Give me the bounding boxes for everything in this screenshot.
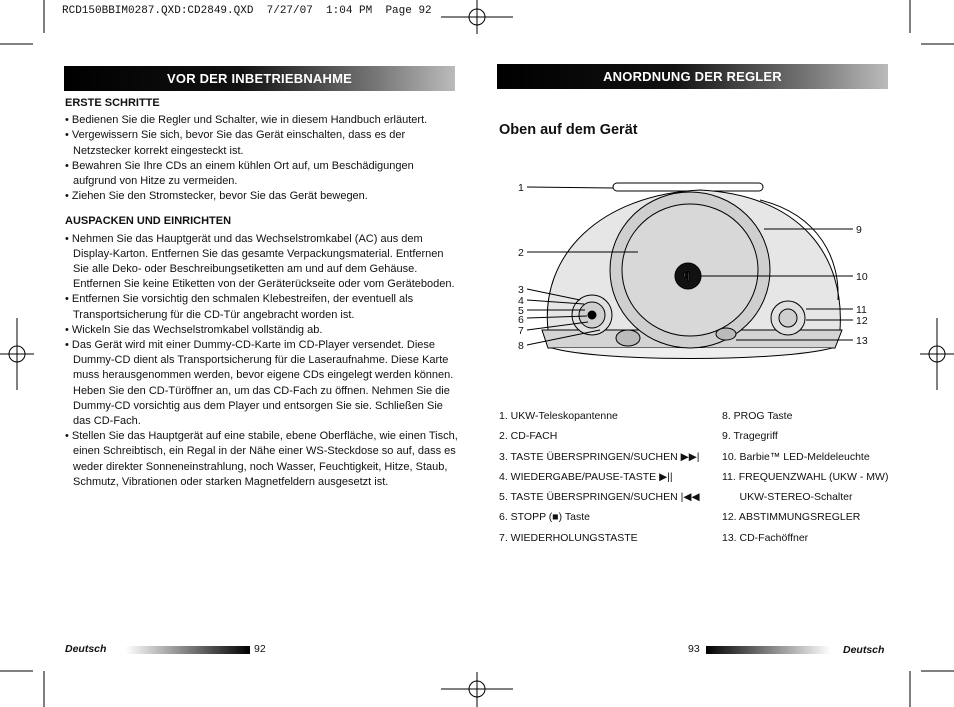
print-slug: RCD150BBIM0287.QXD:CD2849.QXD 7/27/07 1:04 PM Page 92 [62, 5, 432, 17]
legend-item: 10. Barbie™ LED-Meldeleuchte [722, 450, 870, 463]
page-number-left: 92 [254, 643, 266, 655]
callout-10: 10 [856, 271, 868, 283]
footer-bar-right [706, 646, 831, 654]
legend-item: 5. TASTE ÜBERSPRINGEN/SUCHEN |◀◀ [499, 491, 700, 504]
list-item: • Entfernen Sie vorsichtig den schmalen Klebestreifen, der eventuell als Transportsicherung für die CD-Tür angebracht worden ist. [65, 293, 414, 321]
footer-language-left: Deutsch [65, 643, 107, 655]
callout-3: 3 [518, 284, 524, 296]
legend-item: 7. WIEDERHOLUNGSTASTE [499, 531, 638, 544]
list-item: • Das Gerät wird mit einer Dummy-CD-Karte im CD-Player versendet. Diese Dummy-CD dient als Transportsicherung für die Laseraufnahme. Diese Karte muss herausgenommen werden, bevor eigene CDs eingelegt werden können. Heben Sie den CD-Türöffner an, um das CD-Fach zu öffnen. Nehmen Sie die Dummy-CD vorsichtig aus dem Player und entsorgen Sie sie. Schließen Sie das CD-Fach. [65, 339, 454, 428]
diagram-title: Oben auf dem Gerät [499, 122, 638, 138]
list-item: • Bedienen Sie die Regler und Schalter, wie in diesem Handbuch erläutert. [65, 114, 428, 127]
cd-opener-shape [716, 328, 736, 340]
callout-12: 12 [856, 315, 868, 327]
section-title-auspacken: AUSPACKEN UND EINRICHTEN [65, 215, 232, 228]
callout-8: 8 [518, 340, 524, 352]
footer-language-right: Deutsch [843, 644, 885, 656]
footer-bar-left [125, 646, 250, 654]
legend-item: 1. UKW-Teleskopantenne [499, 410, 618, 422]
section-title-erste-schritte: ERSTE SCHRITTE [65, 97, 160, 109]
skip-back-icon: |◀◀ [680, 491, 700, 504]
svg-text:ꟼ: ꟼ [683, 270, 691, 284]
legend-item: 12. ABSTIMMUNGSREGLER [722, 511, 861, 524]
legend-item: 8. PROG Taste [722, 410, 793, 422]
legend-item: 9. Tragegriff [722, 430, 778, 443]
legend-item: UKW-STEREO-Schalter [722, 491, 853, 504]
list-item: • Vergewissern Sie sich, bevor Sie das Gerät einschalten, dass es der Netzstecker korrekt eingesteckt ist. [65, 129, 406, 157]
callout-9: 9 [856, 224, 862, 236]
legend-item: 2. CD-FACH [499, 430, 558, 443]
callout-1: 1 [518, 182, 524, 194]
section-header-left: VOR DER INBETRIEBNAHME [64, 66, 455, 91]
list-item: • Nehmen Sie das Hauptgerät und das Wechselstromkabel (AC) aus dem Display-Karton. Entfernen Sie das gesamte Verpackungsmaterial. Entfernen Sie alle Deko- oder Beschreibungsetiketten am und auf dem Gehäuse. Entfernen Sie keine Etiketten von der Geräterückseite oder vom Geräteboden. [65, 232, 455, 291]
legend-left [499, 406, 719, 548]
list-item: • Bewahren Sie Ihre CDs an einem kühlen Ort auf, um Beschädigungen aufgrund von Hitze zu vermeiden. [65, 159, 414, 188]
callout-2: 2 [518, 247, 524, 259]
legend-item: 3. TASTE ÜBERSPRINGEN/SUCHEN ▶▶| [499, 450, 700, 463]
list-item: • Ziehen Sie den Stromstecker, bevor Sie das Gerät bewegen. [65, 190, 368, 203]
legend-item: 11. FREQUENZWAHL (UKW - MW) [722, 470, 889, 483]
legend-item: 6. STOPP (■) Taste [499, 511, 590, 524]
page-number-right: 93 [688, 643, 700, 655]
callout-7: 7 [518, 325, 524, 337]
callout-11: 11 [856, 304, 867, 316]
legend-item: 4. WIEDERGABE/PAUSE-TASTE ▶|| [499, 470, 673, 483]
antenna-shape [613, 183, 763, 191]
callout-13: 13 [856, 335, 868, 347]
callout-6: 6 [518, 314, 524, 326]
section-header-right: ANORDNUNG DER REGLER [497, 64, 888, 89]
callout-5: 5 [518, 305, 524, 317]
play-pause-icon: ▶|| [659, 470, 673, 483]
list-item: • Stellen Sie das Hauptgerät auf eine stabile, ebene Oberfläche, wie einen Tisch, einen Schreibtisch, ein Regal in der Nähe einer WS-Steckdose so auf, dass es weder direkter Sonneneinstrahlung, noch Wasser, Feuchtigkeit, Hitze, Staub, Schmutz, Vibrationen oder starken Magnetfeldern ausgesetzt ist. [65, 430, 458, 488]
legend-right [722, 406, 912, 548]
list-item: • Wickeln Sie das Wechselstromkabel vollständig ab. [65, 323, 323, 336]
skip-forward-icon: ▶▶| [680, 450, 700, 463]
callout-4: 4 [518, 295, 524, 307]
legend-item: 13. CD-Fachöffner [722, 531, 809, 544]
